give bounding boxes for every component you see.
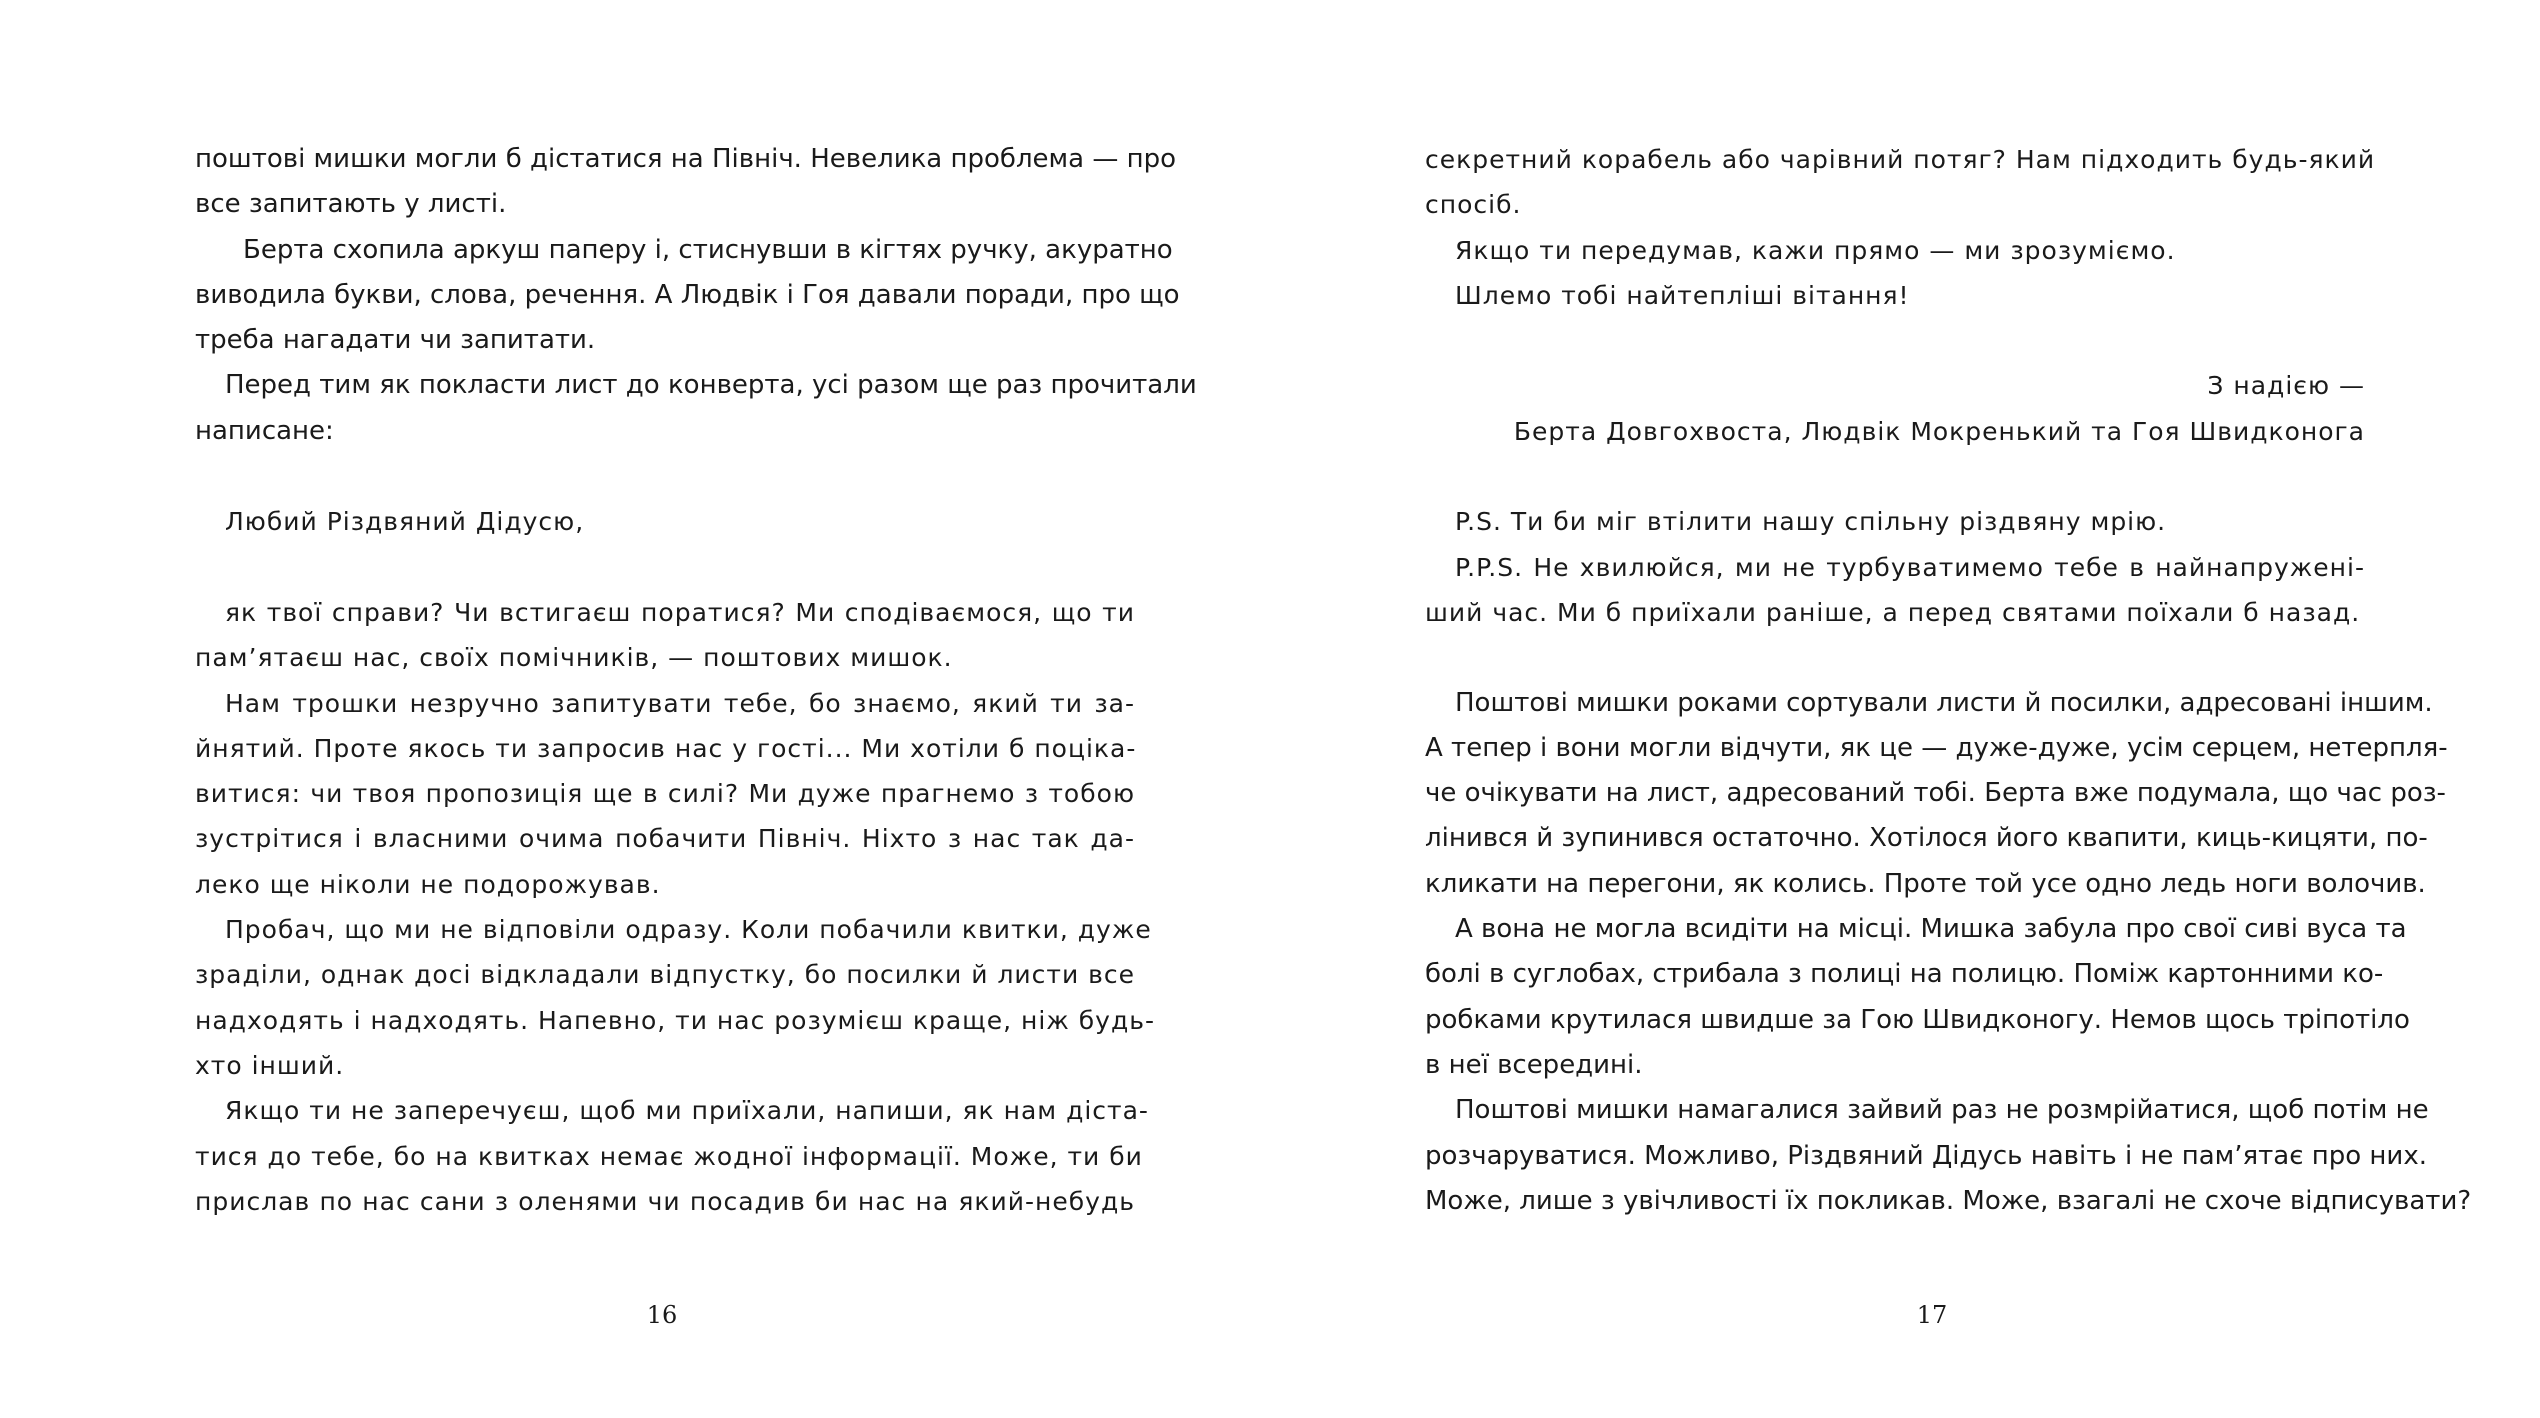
letter-line: пам’ятаєш нас, своїх помічників, — поштових мишок.	[195, 643, 953, 673]
text-line: че очікувати на лист, адресований тобі. Берта вже подумала, що час роз-	[1425, 778, 2446, 809]
letter-line: секретний корабель або чарівний потяг? Нам підходить будь-який	[1425, 145, 2376, 174]
letter-line: тися до тебе, бо на квитках немає жодної інформації. Може, ти би	[195, 1141, 1143, 1171]
text-line: робками крутилася швидше за Гою Швидконогу. Немов щось тріпотіло	[1425, 1004, 2410, 1035]
letter-line: Якщо ти передумав, кажи прямо — ми зрозуміємо.	[1455, 235, 2176, 265]
letter-line: Шлемо тобі найтепліші вітання!	[1455, 280, 1910, 310]
letter-line: леко ще ніколи не подорожував.	[195, 869, 661, 899]
letter-line: спосіб.	[1425, 190, 1522, 220]
letter-line: йнятий. Проте якось ти запросив нас у гості... Ми хотіли б поціка-	[195, 733, 1137, 763]
text-line: болі в суглобах, стрибала з полиці на полицю. Поміж картонними ко-	[1425, 959, 2384, 990]
letter-line: витися: чи твоя пропозиція ще в силі? Ми дуже прагнемо з тобою	[195, 779, 1135, 809]
text-line: розчаруватися. Можливо, Різдвяний Дідусь навіть і не пам’ятає про них.	[1425, 1140, 2427, 1171]
letter-closing: З надією —	[2207, 371, 2365, 401]
text-line: в неї всередині.	[1425, 1049, 1643, 1080]
text-line: написане:	[195, 415, 334, 446]
letter-postscript: P.P.S. Не хвилюйся, ми не турбуватимемо тебе в найнапружені-	[1455, 552, 2365, 582]
page-number: 17	[1916, 1301, 1948, 1329]
left-page-text	[195, 137, 1197, 1224]
letter-line: зустрітися і власними очима побачити Північ. Ніхто з нас так да-	[195, 824, 1135, 854]
letter-salutation: Любий Різдвяний Дідусю,	[225, 507, 585, 537]
text-line: лінився й зупинився остаточно. Хотілося його квапити, киць-кицяти, по-	[1425, 823, 2428, 854]
right-page-text	[1425, 137, 2472, 1224]
letter-line: прислав по нас сани з оленями чи посадив би нас на який-небудь	[195, 1186, 1135, 1216]
page-number: 16	[646, 1301, 678, 1329]
text-line: кликати на перегони, як колись. Проте той усе одно ледь ноги волочив.	[1425, 868, 2426, 899]
letter-line: хто інший.	[195, 1050, 345, 1080]
right-page	[1270, 0, 2540, 1418]
text-line: А вона не могла всидіти на місці. Мишка забула про свої сиві вуса та	[1455, 914, 2407, 945]
text-line: поштові мишки могли б дістатися на Північ. Невелика проблема — про	[195, 144, 1177, 174]
letter-line: надходять і надходять. Напевно, ти нас розумієш краще, ніж будь-	[195, 1005, 1156, 1035]
letter-line: Пробач, що ми не відповіли одразу. Коли побачили квитки, дуже	[225, 915, 1152, 945]
letter-line: Нам трошки незручно запитувати тебе, бо знаємо, який ти за-	[225, 688, 1135, 718]
letter-line: як твої справи? Чи встигаєш поратися? Ми сподіваємося, що ти	[225, 597, 1135, 627]
text-line: все запитають у листі.	[195, 189, 507, 220]
text-line: А тепер і вони могли відчути, як це — дуже-дуже, усім серцем, нетерпля-	[1425, 732, 2448, 763]
text-line: Може, лише з увічливості їх покликав. Може, взагалі не схоче відписувати?	[1425, 1185, 2472, 1216]
letter-line: зраділи, однак досі відкладали відпустку, бо посилки й листи все	[195, 960, 1136, 990]
text-line: Перед тим як покласти лист до конверта, усі разом ще раз прочитали	[225, 370, 1197, 401]
letter-postscript: ший час. Ми б приїхали раніше, а перед святами поїхали б назад.	[1425, 597, 2361, 627]
letter-postscript: P.S. Ти би міг втілити нашу спільну різдвяну мрію.	[1455, 507, 2167, 537]
text-line: виводила букви, слова, речення. А Людвік і Гоя давали поради, про що	[195, 279, 1180, 310]
text-line: Берта схопила аркуш паперу і, стиснувши в кігтях ручку, акуратно	[243, 234, 1173, 265]
text-line: Поштові мишки роками сортували листи й посилки, адресовані іншим.	[1455, 687, 2433, 718]
letter-line: Якщо ти не заперечуєш, щоб ми приїхали, напиши, як нам діста-	[225, 1096, 1149, 1126]
text-line: треба нагадати чи запитати.	[195, 325, 596, 356]
text-line: Поштові мишки намагалися зайвий раз не розмрійатися, щоб потім не	[1455, 1095, 2429, 1126]
letter-signature: Берта Довгохвоста, Людвік Мокренький та Гоя Швидконога	[1513, 416, 2365, 446]
